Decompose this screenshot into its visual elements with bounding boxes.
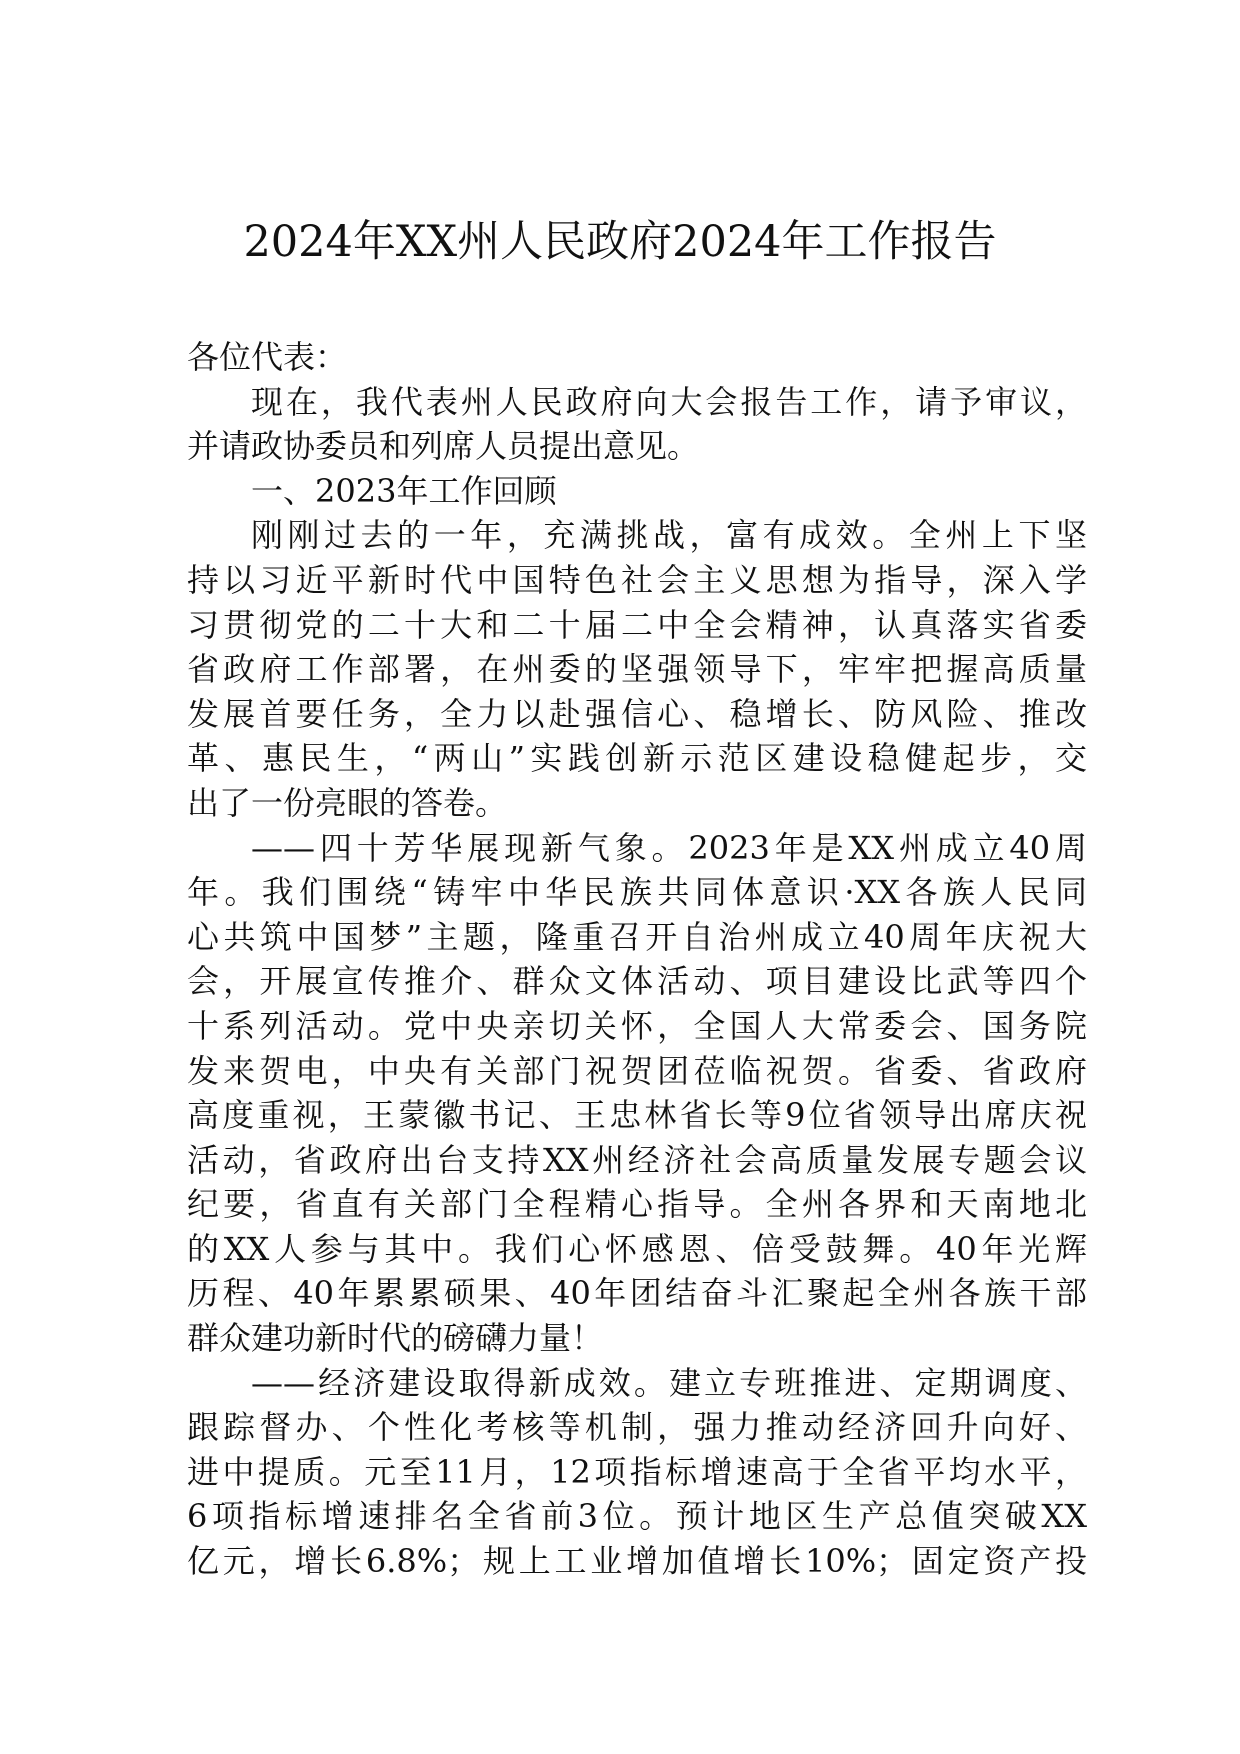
body-line: 一、2023年工作回顾 xyxy=(251,471,557,510)
body-line: 进中提质。元至11月，12项指标增速高于全省平均水平， xyxy=(187,1452,1087,1491)
document-body xyxy=(187,335,1087,1584)
body-line: 心共筑中国梦”主题，隆重召开自治州成立40周年庆祝大 xyxy=(187,917,1087,956)
body-line: 群众建功新时代的磅礴力量！ xyxy=(187,1319,604,1358)
body-line: 跟踪督办、个性化考核等机制，强力推动经济回升向好、 xyxy=(187,1408,1087,1447)
body-line: 出了一份亮眼的答卷。 xyxy=(187,783,508,822)
body-line: 十系列活动。党中央亲切关怀，全国人大常委会、国务院 xyxy=(187,1006,1087,1045)
body-line: 历程、40年累累硕果、40年团结奋斗汇聚起全州各族干部 xyxy=(187,1274,1087,1313)
body-line: 高度重视，王蒙徽书记、王忠林省长等9位省领导出席庆祝 xyxy=(187,1096,1087,1135)
body-line: 革、惠民生，“两山”实践创新示范区建设稳健起步，交 xyxy=(187,739,1087,778)
body-line: 亿元，增长6.8%；规上工业增加值增长10%；固定资产投 xyxy=(187,1542,1087,1581)
body-line: 各位代表： xyxy=(187,338,348,376)
body-line: 的XX人参与其中。我们心怀感恩、倍受鼓舞。40年光辉 xyxy=(187,1229,1087,1268)
body-line: 活动，省政府出台支持XX州经济社会高质量发展专题会议 xyxy=(187,1140,1087,1179)
body-line: ——经济建设取得新成效。建立专班推进、定期调度、 xyxy=(251,1363,1087,1402)
body-line: 纪要，省直有关部门全程精心指导。全州各界和天南地北 xyxy=(187,1185,1087,1224)
body-line: 并请政协委员和列席人员提出意见。 xyxy=(187,427,700,466)
body-line: 刚刚过去的一年，充满挑战，富有成效。全州上下坚 xyxy=(251,516,1087,555)
body-line: 习贯彻党的二十大和二十届二中全会精神，认真落实省委 xyxy=(187,605,1087,644)
body-line: 会，开展宣传推介、群众文体活动、项目建设比武等四个 xyxy=(187,962,1087,1001)
body-line: 6项指标增速排名全省前3位。预计地区生产总值突破XX xyxy=(187,1497,1087,1536)
body-line: 持以习近平新时代中国特色社会主义思想为指导，深入学 xyxy=(187,560,1087,599)
body-line: 发展首要任务，全力以赴强信心、稳增长、防风险、推改 xyxy=(187,694,1087,733)
body-line: 现在，我代表州人民政府向大会报告工作，请予审议， xyxy=(251,382,1087,421)
body-line: 发来贺电，中央有关部门祝贺团莅临祝贺。省委、省政府 xyxy=(187,1051,1087,1090)
body-line: 年。我们围绕“铸牢中华民族共同体意识·XX各族人民同 xyxy=(187,873,1087,912)
document-title: 2024年XX州人民政府2024年工作报告 xyxy=(243,217,997,267)
body-line: ——四十芳华展现新气象。2023年是XX州成立40周 xyxy=(251,828,1087,867)
body-line: 省政府工作部署，在州委的坚强领导下，牢牢把握高质量 xyxy=(187,650,1087,689)
